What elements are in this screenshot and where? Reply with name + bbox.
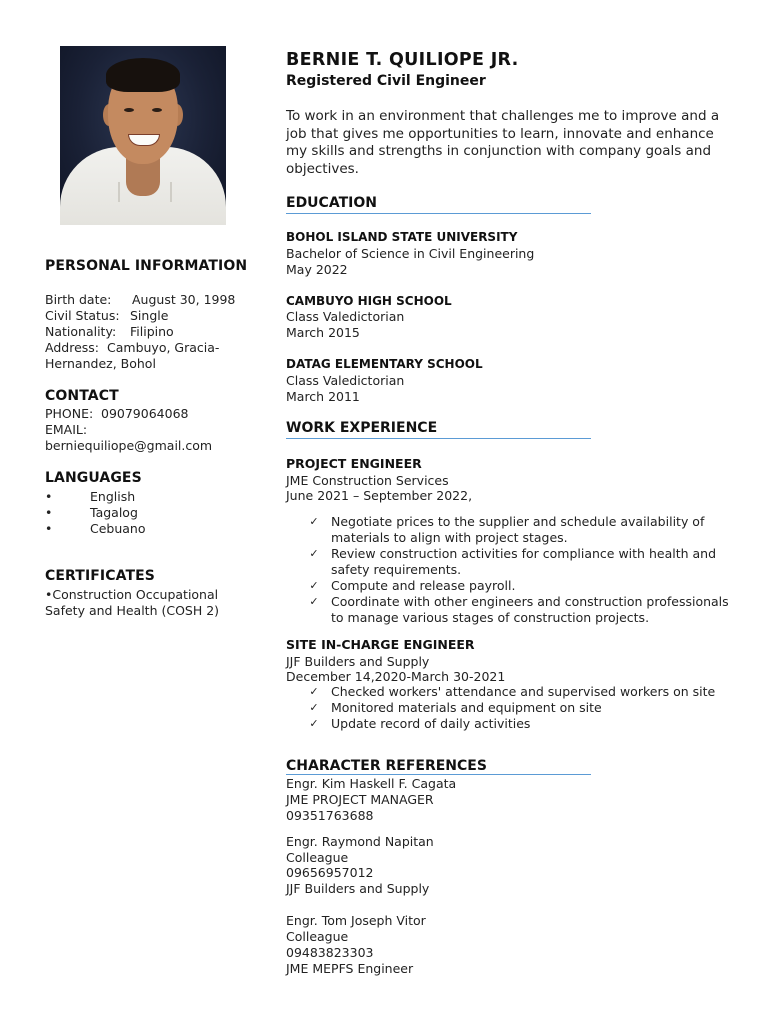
reference-line: Engr. Kim Haskell F. Cagata xyxy=(286,776,457,791)
job-duty-text: Coordinate with other engineers and construction professionals to manage various stages of construction projects. xyxy=(331,594,729,625)
job-duty xyxy=(307,716,737,732)
reference-line: 09656957012 xyxy=(286,865,374,880)
references-divider xyxy=(286,774,591,775)
school-date: March 2015 xyxy=(286,325,360,340)
reference-line: 09351763688 xyxy=(286,808,374,823)
language-bullet: • xyxy=(45,521,53,536)
education-heading: EDUCATION xyxy=(286,195,377,211)
job-company: JJF Builders and Supply xyxy=(286,654,430,669)
job-duty-text: Update record of daily activities xyxy=(331,716,531,731)
profile-photo xyxy=(60,46,226,225)
check-icon: ✓ xyxy=(309,579,319,592)
reference-line: 09483823303 xyxy=(286,945,374,960)
school-date: March 2011 xyxy=(286,389,360,404)
photo-collar xyxy=(118,182,172,202)
work-experience-heading: WORK EXPERIENCE xyxy=(286,420,438,436)
check-icon: ✓ xyxy=(309,717,319,730)
job-duty-text: Checked workers' attendance and supervised workers on site xyxy=(331,684,716,699)
civil-status-label: Civil Status: xyxy=(45,308,120,323)
languages-heading: LANGUAGES xyxy=(45,470,142,486)
birth-date-label: Birth date: xyxy=(45,292,112,307)
school-name: DATAG ELEMENTARY SCHOOL xyxy=(286,357,483,371)
job-dates: June 2021 – September 2022, xyxy=(286,488,473,503)
reference-line: JME MEPFS Engineer xyxy=(286,961,414,976)
job-duty-text: Compute and release payroll. xyxy=(331,578,516,593)
job-title: PROJECT ENGINEER xyxy=(286,456,422,471)
language-item: Cebuano xyxy=(90,521,146,536)
birth-date-value: August 30, 1998 xyxy=(132,292,236,307)
references-heading: CHARACTER REFERENCES xyxy=(286,758,487,774)
certificate-line2: Safety and Health (COSH 2) xyxy=(45,603,220,618)
civil-status-value: Single xyxy=(130,308,169,323)
check-icon: ✓ xyxy=(309,595,319,608)
job-title: SITE IN-CHARGE ENGINEER xyxy=(286,637,475,652)
photo-eye-left xyxy=(124,108,134,112)
photo-hair xyxy=(106,58,180,92)
reference-line: Colleague xyxy=(286,929,349,944)
certificates-heading: CERTIFICATES xyxy=(45,568,155,584)
check-icon: ✓ xyxy=(309,685,319,698)
language-bullet: • xyxy=(45,489,53,504)
job-duty xyxy=(307,684,737,700)
school-name: CAMBUYO HIGH SCHOOL xyxy=(286,294,452,308)
certificate-line1: •Construction Occupational xyxy=(45,587,219,602)
check-icon: ✓ xyxy=(309,701,319,714)
job-duty xyxy=(307,594,737,626)
phone-value: 09079064068 xyxy=(101,406,189,421)
objective-text: To work in an environment that challenges me to improve and a job that gives me opportunities to learn, innovate and enhance my skills and strengths in conjunction with company goals and objectives. xyxy=(286,108,720,177)
job-duty xyxy=(307,514,737,546)
address-value-line1: Cambuyo, Gracia- xyxy=(107,340,220,355)
job-duty-text: Monitored materials and equipment on site xyxy=(331,700,602,715)
email-label: EMAIL: xyxy=(45,422,88,437)
nationality-label: Nationality: xyxy=(45,324,117,339)
reference-line: JJF Builders and Supply xyxy=(286,881,430,896)
school-name: BOHOL ISLAND STATE UNIVERSITY xyxy=(286,230,518,244)
reference-line: JME PROJECT MANAGER xyxy=(286,792,434,807)
email-value: berniequiliope@gmail.com xyxy=(45,438,213,453)
candidate-title: Registered Civil Engineer xyxy=(286,73,486,89)
reference-line: Engr. Raymond Napitan xyxy=(286,834,434,849)
reference-line: Engr. Tom Joseph Vitor xyxy=(286,913,426,928)
phone-label: PHONE: xyxy=(45,406,94,421)
language-item: English xyxy=(90,489,136,504)
nationality-value: Filipino xyxy=(130,324,174,339)
reference-line: Colleague xyxy=(286,850,349,865)
job-duty xyxy=(307,578,737,594)
education-divider xyxy=(286,213,591,214)
job-company: JME Construction Services xyxy=(286,473,449,488)
school-detail: Class Valedictorian xyxy=(286,309,405,324)
school-detail: Bachelor of Science in Civil Engineering xyxy=(286,246,535,261)
candidate-name: BERNIE T. QUILIOPE JR. xyxy=(286,50,519,70)
job-dates: December 14,2020-March 30-2021 xyxy=(286,669,506,684)
address-value-line2: Hernandez, Bohol xyxy=(45,356,156,371)
check-icon: ✓ xyxy=(309,547,319,560)
personal-info-heading: PERSONAL INFORMATION xyxy=(45,258,248,274)
check-icon: ✓ xyxy=(309,515,319,528)
work-experience-divider xyxy=(286,438,591,439)
language-item: Tagalog xyxy=(90,505,138,520)
school-date: May 2022 xyxy=(286,262,348,277)
photo-eye-right xyxy=(152,108,162,112)
language-bullet: • xyxy=(45,505,53,520)
job-duties-list xyxy=(307,684,737,732)
job-duty xyxy=(307,700,737,716)
job-duty-text: Negotiate prices to the supplier and schedule availability of materials to align with project stages. xyxy=(331,514,705,545)
job-duties-list xyxy=(307,514,737,626)
address-label: Address: xyxy=(45,340,99,355)
job-duty xyxy=(307,546,737,578)
contact-heading: CONTACT xyxy=(45,388,119,404)
job-duty-text: Review construction activities for compliance with health and safety requirements. xyxy=(331,546,717,577)
school-detail: Class Valedictorian xyxy=(286,373,405,388)
